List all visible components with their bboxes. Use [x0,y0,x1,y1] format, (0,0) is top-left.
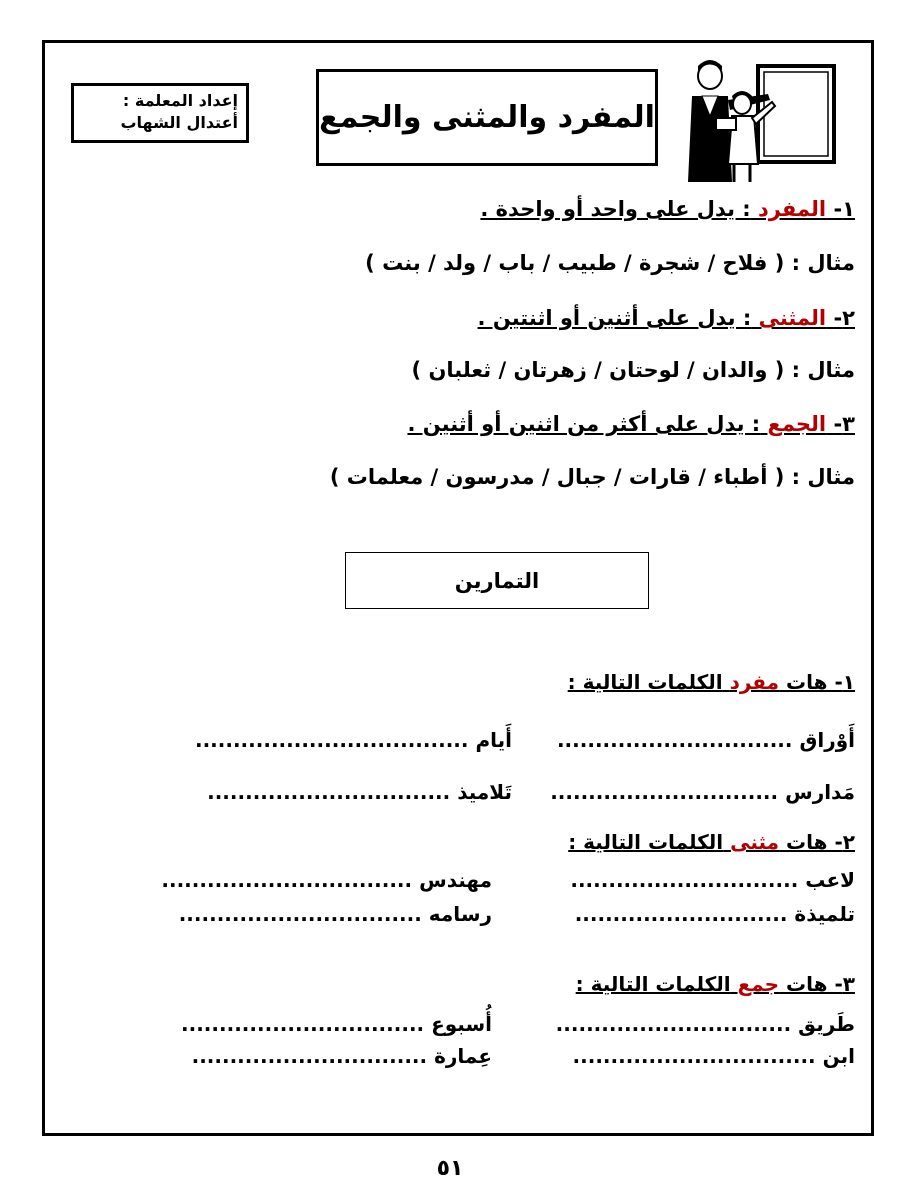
q2-row2-left: رسامه ................................ [178,902,492,926]
q2-row1-left: مهندس ................................. [161,868,492,892]
q2-row1-right: لاعب .............................. [570,868,855,892]
question-1-heading: ١- هات مفرد الكلمات التالية : [567,670,855,694]
author-label: إعداد المعلمة : [122,91,238,110]
definition-3: ٣- الجمع : يدل على أكثر من اثنين أو أثنين . [407,412,855,436]
page-number: ٥١ [436,1156,464,1181]
exercises-title-box [345,552,649,609]
q1-row2-left: تَلاميذ ................................ [207,780,512,804]
q2-row2-right: تلميذة ............................ [574,902,855,926]
term-plural: الجمع [767,412,827,436]
question-2-heading: ٢- هات مثنى الكلمات التالية : [568,830,855,854]
definition-1: ١- المفرد : يدل على واحد أو واحدة . [480,197,855,221]
q3-row1-right: طَريق ............................... [555,1012,855,1036]
teacher-and-student-at-board-icon [672,56,838,186]
page-title: المفرد والمثنى والجمع [319,100,655,135]
q3-row2-left: عِمارة ............................... [191,1044,492,1068]
q1-row1-right: أَوْراق ............................... [556,728,855,752]
term-singular: المفرد [758,197,827,221]
example-2: مثال : ( والدان / لوحتان / زهرتان / ثعلبان ) [411,358,855,382]
exercises-title: التمارين [454,568,540,593]
q1-row1-left: أَيام .................................... [194,728,512,752]
example-1: مثال : ( فلاح / شجرة / طبيب / باب / ولد / بنت ) [365,251,855,275]
author-box [71,83,249,143]
q3-row1-left: أُسبوع ................................ [181,1012,492,1036]
author-name: أعتدال الشهاب [120,113,238,132]
example-3: مثال : ( أطباء / قارات / جبال / مدرسون / معلمات ) [329,465,855,489]
question-3-heading: ٣- هات جمع الكلمات التالية : [575,972,855,996]
q3-row2-right: ابن ................................ [572,1044,855,1068]
definition-2: ٢- المثنى : يدل على أثنين أو اثنتين . [477,306,855,330]
term-dual: المثنى [758,306,827,330]
q1-row2-right: مَدارس .............................. [550,780,855,804]
title-box [316,69,658,166]
